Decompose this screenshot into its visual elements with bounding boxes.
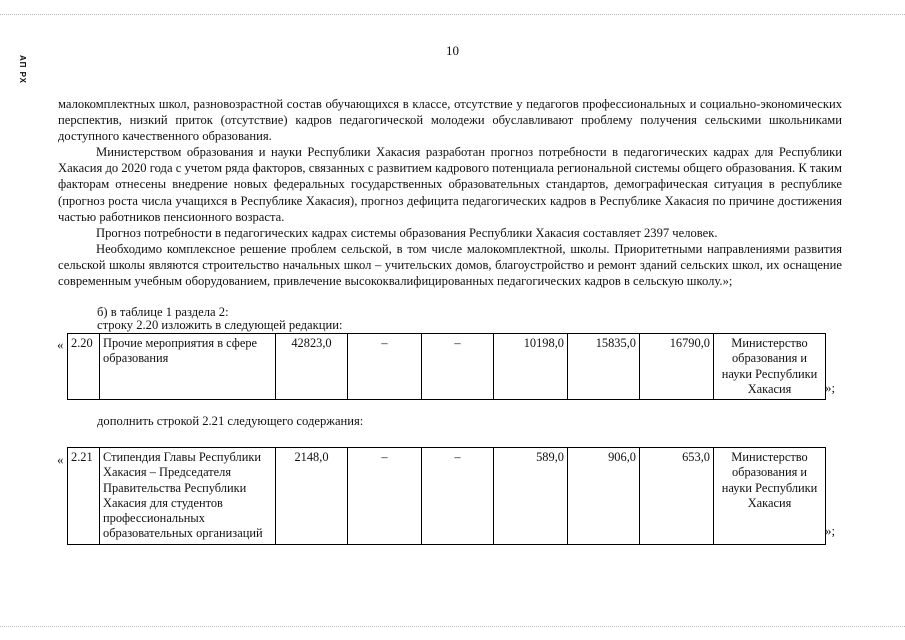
quote-close: »;: [825, 523, 836, 538]
table-row-2-20: [67, 333, 826, 400]
cell-year-5: 16790,0: [640, 334, 714, 400]
body-text: [58, 96, 842, 289]
line-2-20-instruction: строку 2.20 изложить в следующей редакции:: [97, 318, 343, 332]
item-b-text: б) в таблице 1 раздела 2:: [97, 305, 229, 319]
row-number: 2.20: [68, 334, 100, 400]
cell-year-2: –: [422, 448, 494, 545]
cell-year-3: 10198,0: [494, 334, 568, 400]
table-row-2-21: [67, 447, 826, 545]
row-number: 2.21: [68, 448, 100, 545]
paragraph: Необходимо комплексное решение проблем сельской, в том числе малокомплектной, школы. Приоритетными направлениями развития сельской школы являются строительство начальных школ – учительских домов, благоустройство и ремонт зданий сельских школ, их оснащение современным учебным оборудованием, привлечение высококвалифицированных педагогических кадров в сельскую школу.»;: [58, 241, 842, 289]
cell-year-2: –: [422, 334, 494, 400]
cell-year-1: –: [348, 334, 422, 400]
quote-close: »;: [825, 380, 836, 395]
row-name: Прочие мероприятия в сфере образования: [100, 334, 276, 400]
side-stamp: АП РХ: [18, 55, 27, 85]
paragraph: малокомплектных школ, разновозрастной состав обучающихся в классе, отсутствие у педагогов профессиональных и социально-экономических перспектив, низкий приток (отсутствие) кадров педагогической молодежи обуславливают проблему получения сельскими школьниками доступного качественного образования.: [58, 97, 842, 144]
cell-executor: Министерство образования и науки Республики Хакасия: [714, 448, 826, 545]
quote-open: «: [57, 337, 64, 352]
scan-artifact-bottom: [0, 626, 905, 628]
row-name: Стипендия Главы Республики Хакасия – Председателя Правительства Республики Хакасия для студентов профессиональных образовательных организаций: [100, 448, 276, 545]
scan-artifact-top: [0, 14, 905, 16]
cell-total: 2148,0: [276, 448, 348, 545]
cell-year-1: –: [348, 448, 422, 545]
cell-year-5: 653,0: [640, 448, 714, 545]
cell-year-4: 906,0: [568, 448, 640, 545]
cell-total: 42823,0: [276, 334, 348, 400]
cell-executor: Министерство образования и науки Республики Хакасия: [714, 334, 826, 400]
page-number: 10: [446, 43, 459, 58]
cell-year-3: 589,0: [494, 448, 568, 545]
paragraph: Прогноз потребности в педагогических кадрах системы образования Республики Хакасия составляет 2397 человек.: [96, 225, 718, 240]
paragraph: Министерством образования и науки Республики Хакасия разработан прогноз потребности в педагогических кадрах для Республики Хакасия до 2020 года с учетом ряда факторов, связанных с развитием кадрового потенциала региональной системы общего образования. К таким факторам отнесены внедрение новых федеральных государственных образовательных стандартов, демографическая ситуация в республике (прогноз роста числа учащихся в Республике Хакасия), прогноз дефицита педагогических кадров в Республике Хакасия по причине достижения частью работников пенсионного возраста.: [58, 145, 842, 224]
line-2-21-instruction: дополнить строкой 2.21 следующего содержания:: [97, 414, 364, 428]
cell-year-4: 15835,0: [568, 334, 640, 400]
quote-open: «: [57, 452, 64, 467]
